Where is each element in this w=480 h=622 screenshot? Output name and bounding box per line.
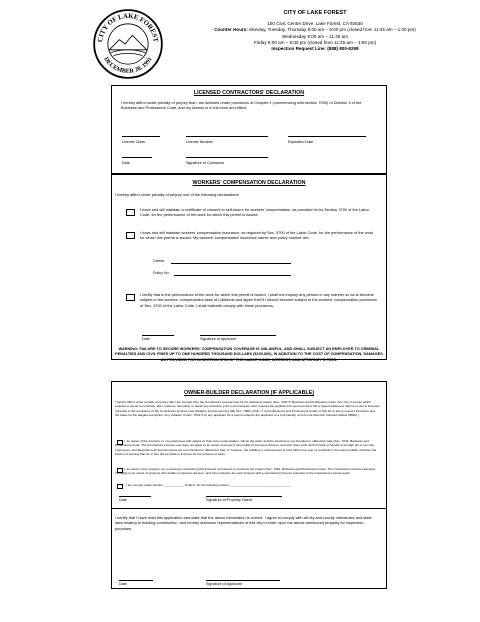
city-seal-logo [92, 8, 164, 80]
owner-exempt-checkbox[interactable] [117, 484, 123, 489]
counter-hours [190, 27, 440, 33]
owner-title: OWNER-BUILDER DECLARATION (IF APPLICABLE) [183, 390, 315, 396]
inspection-line: Inspection Request Line: (888) 800-6298 [271, 46, 359, 52]
workers-signature-label: Signature of Applicant [200, 337, 236, 341]
workers-intro: I hereby affirm under penalty of perjury one of the following declarations: [115, 192, 240, 197]
no-employees-text: I certify that in the performance of the work for which this permit is issued, I shall not employ any person in any manner so as to become subject to the workers' compensation laws of California and agree that if I should become subject to the workers' compensation provisions of Sec. 3700 of the Labor Code, I shall forthwith comply with those provisions. [140, 292, 377, 308]
license-number-label: License Number [186, 140, 213, 144]
organization-name: CITY OF LAKE FOREST [283, 10, 347, 16]
certify-signature-label: Signature of Applicant [206, 582, 242, 586]
address: 100 Civic Center Drive, Lake Forest, CA 92630 [267, 21, 363, 27]
workers-signature-line[interactable] [200, 335, 276, 336]
self-insure-text: I have and will maintain a certificate of consent to self-insure for workers' compensation, as provided for by Section 3700 of the Labor Code, for the performance of the work for which this permit is issued. [140, 207, 369, 218]
no-employees-checkbox[interactable] [126, 294, 135, 301]
seal-top-text: CITY OF LAKE FOREST [97, 12, 159, 43]
policy-line[interactable] [174, 275, 291, 276]
seal-bottom-text: DECEMBER 20, 1991 [102, 56, 154, 75]
workers-compensation-section [111, 174, 387, 360]
owner-contracting-text: I, as owner of the property, am exclusively contracting with licensed contractors to construct the project (Sec. 7044, Business and Professions Code: The Contractors License Law does not apply to an owner of property who builds or improves thereon, and who contracts for such projects with a contractor(s) license pursuant to the Contractors License Law). [115, 467, 376, 476]
certify-date-line[interactable] [119, 580, 153, 581]
certify-date-label: Date [119, 582, 127, 586]
workers-title: WORKERS' COMPENSATION DECLARATION [192, 180, 306, 186]
insurance-checkbox[interactable] [126, 232, 135, 239]
contractor-signature-label: Signature of Contractor [186, 161, 225, 165]
certify-body: I certify that I have read this application and state that the above information is correct. I agree to comply with all city and county ordinances and state laws relating to building construction, and hereby authorize representatives of this city to enter upon the above-mentioned property for inspection purposes. [115, 515, 372, 531]
workers-date-line[interactable] [142, 335, 174, 336]
owner-certify-divider [112, 508, 386, 509]
workers-date-label: Date [142, 337, 150, 341]
workers-warning: WARNING: FAILURE TO SECURE WORKERS' COMPENSATION COVERAGE IS UNLAWFUL, AND SHALL SUBJECT AN EMPLOYER TO CRIMINAL PENALTIES AND CIVIL FINES UP TO ONE HUNDRED THOUSAND DOLLARS ($100,000), IN ADDITION TO THE COST OF COMPENSATION, DAMAGES AS PROVIDED FOR IN SECTION 3706 OF THE LABOR CODE, INTEREST, AND ATTORNEY'S FEES. [115, 347, 383, 362]
licensed-contractors-section [111, 85, 387, 174]
page-header [190, 10, 440, 52]
owner-date-label: Date [119, 498, 127, 502]
license-number-line[interactable] [186, 136, 268, 137]
owner-date-line[interactable] [119, 496, 151, 497]
contractor-date-label: Date [122, 161, 130, 165]
owner-exempt-text: I am exempt under Section ____________ B.&P.C. for the following reason: ___________________________________ [126, 483, 291, 487]
license-class-label: License Class [122, 140, 145, 144]
licensed-body: I hereby affirm under penalty of perjury that I am licensed under provisions of Chapter 9 (commencing with section 7000) of Division 3 of the Business and Professions Code, and my license is in full force and effect. [121, 100, 362, 111]
counter-hours-2: Wednesday 8:00 am – 11:45 am [282, 33, 348, 39]
expiration-date-line[interactable] [288, 136, 366, 137]
policy-label: Policy No: [153, 271, 170, 275]
counter-hours-1: Monday, Tuesday, Thursday 8:00 am – 6:00 pm (closed from 11:45 am – 1:00 pm) [249, 27, 416, 33]
owner-body: I hereby affirm under penalty of perjury that I am exempt from the Contractors License Law for the following reason (Sec. 7031.5, Business and Professions Code. Any city or county which requires a permit to construct, alter, improve, demolish, or repair any structure, prior to its issuance, also requires the applicant for such permit to file a signed statement that he or she is licensed pursuant to the provisions of the Contractors License Law (Chapter 9 (commencing with Sec. 7000) of Div. 3 of the Business and Professions Code) or that he or she is exempt therefrom and the basis for the alleged exemption. Any violation of Sec. 7031.5 by any applicant for a permit subjects the applicant to a civil penalty of not more than five hundred dollars ($500).) [115, 400, 380, 418]
certify-signature-line[interactable] [206, 580, 280, 581]
license-class-line[interactable] [122, 136, 160, 137]
carrier-label: Carrier: [153, 259, 166, 263]
owner-builder-section [111, 381, 387, 589]
contractor-date-line[interactable] [122, 157, 152, 158]
counter-hours-label: Counter Hours: [214, 27, 248, 33]
owner-work-text: I, as owner of the property, or my employees with wages as their sole compensation, will do the work, and the structure is not intended or offered for sale (Sec. 7044, Business and Professions Code: The Contractors License Law does not apply to an owner of property who builds or improves thereon, and who does such work himself or herself or through his or her own employees, provided that such improvements are not intended or offered for sale. If, however, the building or improvement is sold within one year of completion, the owner-builder will have the burden of proving that he or she did not build or improve for the purpose of sale). [115, 439, 377, 457]
counter-hours-3: Friday 8:00 am – 5:00 pm (closed from 11:45 am – 1:00 pm) [253, 39, 377, 45]
expiration-date-label: Expiration Date [288, 140, 314, 144]
owner-signature-label: Signature of Property Owner [206, 498, 253, 502]
contractor-signature-line[interactable] [186, 157, 268, 158]
carrier-line[interactable] [171, 263, 291, 264]
insurance-text: I have and will maintain workers' compensation insurance, as required by Sec. 3700 of the Labor Code, for the performance of the work for which this permit is issued. My workers' compensation insurance carrier and policy number are: [140, 230, 374, 241]
licensed-title: LICENSED CONTRACTORS' DECLARATION [193, 90, 305, 96]
owner-signature-line[interactable] [206, 496, 282, 497]
self-insure-checkbox[interactable] [126, 209, 135, 216]
